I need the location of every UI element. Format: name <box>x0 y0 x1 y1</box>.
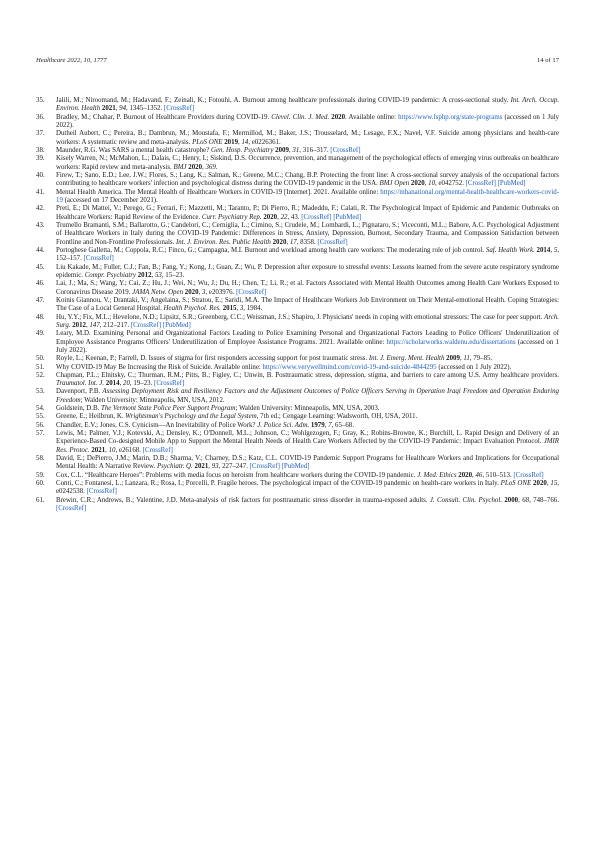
reference-item <box>36 497 559 514</box>
reference-text-segment: Lai, J.; Ma, S.; Wang, Y.; Cai, Z.; Hu, J.; Wei, N.; Wu, J.; Du, H.; Chen, T.; Li, R.; et al. Factors Associated with Mental Health Outcomes among Health Care Workers Exposed to Coronavirus Disease 2019. <box>56 280 559 296</box>
reference-link[interactable]: [CrossRef] <box>130 321 162 329</box>
reference-text-segment: Conti, C.; Fontanesi, L.; Lanzara, R.; Rosa, I.; Porcelli, P. Fragile heroes. The psychological impact of the COVID-19 pandemic on health-care workers in Italy. <box>56 480 501 488</box>
reference-number: 55. <box>36 413 45 421</box>
reference-number: 56. <box>36 421 45 429</box>
reference-text <box>56 264 559 281</box>
reference-italic-text: JMIR Res. Protoc. <box>56 438 559 454</box>
reference-text-segment: , <box>324 421 329 429</box>
reference-year: 2020 <box>272 238 287 246</box>
reference-year: 2014 <box>105 380 120 388</box>
reference-number: 49. <box>36 330 45 338</box>
reference-item <box>36 330 559 355</box>
reference-text-segment: , 212–217. <box>99 321 131 329</box>
reference-text <box>56 413 559 421</box>
reference-italic-text: 3 <box>239 305 244 313</box>
reference-italic-text: JAMA Netw. Open <box>132 288 184 296</box>
reference-text-segment: , 65–68. <box>331 421 354 429</box>
reference-text-segment: , <box>86 321 90 329</box>
reference-text <box>56 114 559 131</box>
reference-item <box>36 355 559 363</box>
reference-text-segment: Liu Kakade, M.; Fuller, C.J.; Fan, B.; Fang, Y.; Kong, J.; Guan, Z.; Wu, P. Depression after exposure to stressful events: Lessons learned from the severe acute respiratory syndrome epidemic. <box>56 263 559 279</box>
reference-text <box>56 130 559 147</box>
reference-item <box>36 114 559 131</box>
reference-text-segment: , <box>518 496 523 504</box>
reference-text-segment: Why COVID-19 May Be Increasing the Risk of Suicide. Available online: <box>56 363 263 371</box>
reference-text-segment: Koinis Giannou, V.; Drantaki, V.; Angelaina, S.; Stratou, E.; Saridi, M.A. The Impact of Healthcare Workers Job Environment on Their Mental-emotional Health. Coping Strategies: The Case of a Local General Hospital. <box>56 296 559 313</box>
reference-link[interactable]: [CrossRef] <box>301 213 332 221</box>
reference-year: 2020 <box>331 113 346 121</box>
reference-italic-text: 147 <box>89 321 100 329</box>
reference-link[interactable]: [CrossRef] <box>86 488 117 496</box>
reference-italic-text: 53 <box>154 271 162 279</box>
reference-text-segment: (accessed on 1 July 2022). <box>436 363 512 371</box>
reference-number: 58. <box>36 455 45 463</box>
reference-item <box>36 189 559 206</box>
reference-text-segment: , 748–766. <box>529 496 559 504</box>
reference-link[interactable]: [PubMed] <box>162 321 191 329</box>
reference-text <box>56 147 559 155</box>
reference-text-segment: Goldstein, D.B. <box>56 405 101 413</box>
reference-link[interactable]: [CrossRef] <box>154 380 185 388</box>
reference-link[interactable]: [CrossRef] <box>317 238 348 246</box>
reference-text <box>56 355 559 363</box>
reference-text-segment: , <box>288 146 293 154</box>
reference-text-segment: , 1345–1352. <box>126 105 164 113</box>
reference-item <box>36 97 559 114</box>
reference-item <box>36 280 559 297</box>
reference-number: 61. <box>36 496 45 504</box>
reference-text <box>56 472 559 480</box>
reference-number: 39. <box>36 155 45 163</box>
reference-text-segment: , 227–247. <box>218 463 250 471</box>
reference-text-segment: , e203976. <box>205 288 237 296</box>
reference-italic-text: 11 <box>463 355 470 363</box>
reference-item <box>36 147 559 155</box>
reference-text <box>56 297 559 314</box>
reference-italic-text: Int. J. Environ. Res. Public Health <box>176 238 271 246</box>
reference-text-segment: , 152–157. <box>56 246 559 263</box>
reference-text-segment: ; Walden University: Minneapolis, MN, USA, 2003. <box>235 405 380 413</box>
reference-italic-text: 15 <box>550 480 558 488</box>
reference-number: 51. <box>36 363 45 371</box>
reference-link[interactable]: [PubMed] <box>281 463 310 471</box>
reference-italic-text: Gen. Hosp. Psychiatry <box>211 146 274 154</box>
reference-number: 41. <box>36 188 45 196</box>
reference-number: 44. <box>36 246 45 254</box>
reference-number: 53. <box>36 388 45 396</box>
reference-text-segment: . <box>215 163 218 171</box>
reference-text-segment: , 1984. <box>243 305 263 313</box>
reference-link[interactable]: https://scholarworks.waldenu.edu/dissertations <box>386 338 516 346</box>
reference-text <box>56 405 559 413</box>
reference-italic-text: Traumatol. Int. J. <box>56 380 105 388</box>
reference-number: 47. <box>36 296 45 304</box>
reference-text-segment: , 43. <box>287 213 302 221</box>
reference-list <box>36 97 559 513</box>
page-header <box>36 57 559 65</box>
reference-italic-text: PLoS ONE <box>192 138 223 146</box>
reference-italic-text: 94 <box>119 105 127 113</box>
reference-year: 2021 <box>101 105 116 113</box>
reference-item <box>36 205 559 222</box>
reference-text <box>56 189 559 206</box>
reference-text-segment: . Available online: <box>345 113 399 121</box>
reference-link[interactable]: [CrossRef] <box>236 288 267 296</box>
reference-text-segment: Cox, C.L. “Healthcare Heroes”: Problems with media focus on heroism from healthcare workers during the COVID-19 pandemic. <box>56 471 418 479</box>
reference-text-segment: , 510–513. <box>482 471 514 479</box>
reference-text <box>56 480 559 497</box>
reference-text-segment: Jalili, M.; Niroomand, M.; Hadavand, F.; Zeinali, K.; Fotouhi, A. Burnout among healthcare professionals during COVID-19 pandemic: A cross-sectional study. <box>56 97 511 104</box>
reference-text-segment: (accessed on 17 December 2021). <box>62 196 158 204</box>
reference-number: 43. <box>36 221 45 229</box>
reference-text-segment: , <box>202 163 206 171</box>
reference-link[interactable]: [PubMed] <box>333 213 362 221</box>
reference-text <box>56 364 559 372</box>
reference-text-segment: (accessed on 1 July 2022). <box>56 113 559 129</box>
reference-number: 48. <box>36 313 45 321</box>
reference-italic-text: J. Consult. Clin. Psychol. <box>429 496 502 504</box>
reference-year: 2019 <box>224 138 239 146</box>
reference-year: 2020 <box>410 180 425 188</box>
reference-item <box>36 130 559 147</box>
reference-text-segment: , e26168. <box>115 446 143 454</box>
reference-italic-text: 46 <box>475 471 483 479</box>
reference-text-segment: Bradley, M.; Chahar, P. Burnout of Healthcare Providers during COVID-19. <box>56 113 272 121</box>
reference-text <box>56 247 559 264</box>
reference-italic-text: The Vermont State Police Peer Support Program <box>100 405 236 413</box>
reference-italic-text: 14 <box>241 138 249 146</box>
reference-link[interactable]: [CrossRef] <box>163 105 195 113</box>
reference-item <box>36 364 559 372</box>
reference-text-segment: , <box>208 463 212 471</box>
reference-year: 2020 <box>263 213 278 221</box>
reference-italic-text: 7 <box>328 421 332 429</box>
reference-text-segment: , <box>105 446 109 454</box>
reference-link[interactable]: https://www.fsphp.org/state-programs <box>398 113 503 121</box>
reference-italic-text: 5 <box>553 246 558 254</box>
reference-number: 57. <box>36 430 45 438</box>
reference-text-segment: , <box>546 480 551 488</box>
reference-item <box>36 430 559 455</box>
reference-text <box>56 422 559 430</box>
reference-number: 46. <box>36 280 45 288</box>
reference-text <box>56 330 559 355</box>
reference-text <box>56 222 559 247</box>
reference-item <box>36 405 559 413</box>
reference-italic-text: Wrightsman's Psychology and the Legal System <box>125 413 257 421</box>
reference-text <box>56 314 559 331</box>
reference-year: 2020 <box>458 471 473 479</box>
reference-text <box>56 155 559 172</box>
reference-italic-text: Int. Arch. Occup. Environ. Health <box>56 97 559 113</box>
reference-text-segment: , e042752. <box>435 180 466 188</box>
reference-year: 2012 <box>137 271 152 279</box>
reference-text <box>56 388 559 405</box>
reference-text-segment: Hu, Y.Y.; Fix, M.L.; Hevelone, N.D.; Lipsitz, S.R.; Greenberg, C.C.; Weissman, J.S.; Shapiro, J. Physicians' needs in coping with emotional stressors: The case for peer support. <box>56 313 545 321</box>
reference-text-segment: ; Walden University: Minneapolis, MN, USA, 2012. <box>80 396 225 404</box>
reference-item <box>36 297 559 314</box>
reference-text-segment: , 8358. <box>296 238 318 246</box>
reference-link[interactable]: [CrossRef] <box>465 180 496 188</box>
reference-link[interactable]: [CrossRef] <box>142 446 173 454</box>
reference-number: 35. <box>36 97 45 104</box>
reference-link[interactable]: [CrossRef] <box>513 471 544 479</box>
reference-year: 2020 <box>533 480 547 488</box>
reference-text-segment: , <box>119 380 124 388</box>
reference-italic-text: Arch. Surg. <box>56 313 559 329</box>
reference-italic-text: Curr. Psychiatry Rep. <box>201 213 262 221</box>
reference-item <box>36 472 559 480</box>
reference-text-segment: , e0226361. <box>248 138 281 146</box>
reference-italic-text: Compr. Psychiatry <box>84 271 136 279</box>
reference-year: 2009 <box>446 355 460 363</box>
reference-link[interactable]: [CrossRef] <box>83 255 114 263</box>
reference-text-segment: Portoghese Galletta, M.; Coppola, R.C.; Finco, G.; Campagna, M.I. Burnout and workload among health care workers: The moderating role of job control. <box>56 246 486 254</box>
reference-italic-text: Saf. Health Work. <box>485 246 535 254</box>
reference-item <box>36 388 559 405</box>
reference-text-segment: , <box>115 105 120 113</box>
reference-text-segment: , <box>550 246 554 254</box>
reference-text-segment: , 19–23. <box>129 380 155 388</box>
reference-year: 2020 <box>188 163 203 171</box>
reference-year: 2000 <box>504 496 519 504</box>
reference-number: 50. <box>36 355 45 363</box>
reference-link[interactable]: [CrossRef] <box>56 505 87 513</box>
reference-year: 2014 <box>536 246 551 254</box>
reference-italic-text: BMJ Open <box>379 180 410 188</box>
reference-year: 2021 <box>91 446 106 454</box>
reference-text-segment: , <box>151 271 155 279</box>
reference-text-segment: , <box>277 213 281 221</box>
reference-text-segment: Preti, E.; Di Mattei, V.; Perego, G.; Ferrari, F.; Mazzetti, M.; Taranto, P.; Di Pierro, R.; Madeddu, F.; Calati, R. The Psychological Impact of Epidemic and Pandemic Outbreaks on Healthcare Workers: Rapid Review of the Evidence. <box>56 205 559 221</box>
reference-text-segment: , 316–317. <box>299 146 331 154</box>
reference-italic-text: 68 <box>522 496 530 504</box>
reference-text-segment: David, E.; DePierro, J.M.; Marin, D.B.; Sharma, V.; Charney, D.S.; Katz, C.L. COVID-19 Pandemic Support Programs for Healthcare Workers and Implications for Occupational Mental Health: A Narrative Review. <box>56 455 559 471</box>
reference-number: 36. <box>36 113 45 121</box>
reference-text-segment: Trumello Bramanti, S.M.; Ballarotto, G.; Candelori, C.; Cerniglia, L.; Cimino, S.; Crudele, M.; Lombardi, L.; Pignataro, S.; Viceconti, M.L.; Babore, A.C. Psychological Adjustment of Healthcare Workers in Italy during the COVID-19 Pandemic: Differences in Stress, Anxiety, Depression, Burnout, Secondary Trauma, and Compassion Satisfaction between Frontline and Non-Frontline Professionals. <box>56 221 559 246</box>
reference-item <box>36 247 559 264</box>
page-number: 14 of 17 <box>537 57 559 64</box>
reference-text-segment: Brewin, C.R.; Andrews, B.; Valentine, J.D. Meta-analysis of risk factors for posttraumatic stress disorder in trauma-exposed adults. <box>56 496 430 504</box>
reference-italic-text: Clevel. Clin. J. Med. <box>271 113 330 121</box>
reference-italic-text: 369 <box>205 163 216 171</box>
reference-italic-text: J. Med. Ethics <box>417 471 457 479</box>
reference-link[interactable]: [CrossRef] <box>330 146 361 154</box>
reference-number: 45. <box>36 263 45 271</box>
reference-text-segment: Chandler, E.V.; Jones, C.S. Cynicism—An Inevitability of Police Work? <box>56 421 258 429</box>
reference-text-segment: , <box>459 355 464 363</box>
reference-number: 40. <box>36 171 45 179</box>
reference-item <box>36 172 559 189</box>
reference-number: 59. <box>36 471 45 479</box>
reference-link[interactable]: https://www.verywellmind.com/covid-19-and-suicide-4844295 <box>262 363 437 371</box>
reference-link[interactable]: https://mhanational.org/mental-health-healthcare-workers-covid-19 <box>56 188 559 204</box>
reference-text-segment: (accessed on 1 July 2022). <box>56 338 559 354</box>
reference-year: 2020 <box>184 288 199 296</box>
reference-item <box>36 314 559 331</box>
reference-italic-text: 3 <box>201 288 206 296</box>
reference-text <box>56 372 559 389</box>
reference-year: 2015 <box>222 305 237 313</box>
reference-text-segment: , 7th ed.; Cengage Learning: Wadsworth, OH, USA, 2011. <box>256 413 418 421</box>
reference-text-segment: , <box>198 288 202 296</box>
reference-text-segment: Mental Health America. The Mental Health of Healthcare Workers in COVID-19 [Internet]. 2021. Available online: <box>56 188 381 196</box>
reference-text-segment: , <box>236 305 240 313</box>
reference-number: 38. <box>36 146 45 154</box>
reference-text-segment: Greene, E.; Heilbrun, K. <box>56 413 126 421</box>
reference-item <box>36 155 559 172</box>
reference-text-segment: Leary, M.D. Examining Personal and Organizational Factors Leading to Police Examining Personal and Organizational Factors Leading to Police Officers' Underutilization of Employee Assistance Programs Officers' Underutilization of Employee Assistance Programs. 2021. Available online: <box>56 330 559 346</box>
reference-item <box>36 480 559 497</box>
reference-text-segment: Davenport, P.B. <box>56 388 103 396</box>
reference-text-segment: Maunder, R.G. Was SARS a mental health catastrophe? <box>56 146 212 154</box>
reference-item <box>36 222 559 247</box>
reference-italic-text: 20 <box>123 380 130 388</box>
reference-italic-text: J. Police Sci. Adm. <box>257 421 310 429</box>
reference-text-segment: , 79–85. <box>469 355 493 363</box>
reference-link[interactable]: [PubMed] <box>497 180 526 188</box>
reference-text <box>56 280 559 297</box>
reference-italic-text: Health Psychol. Res. <box>163 305 221 313</box>
reference-text <box>56 205 559 222</box>
reference-text-segment: , 15–23. <box>161 271 185 279</box>
reference-number: 60. <box>36 480 45 488</box>
reference-item <box>36 422 559 430</box>
reference-item <box>36 372 559 389</box>
reference-text-segment: , <box>472 471 476 479</box>
reference-italic-text: 17 <box>289 238 297 246</box>
reference-italic-text: Psychiatr. Q. <box>156 463 193 471</box>
reference-italic-text: 93 <box>211 463 219 471</box>
reference-text-segment: Royle, L.; Keenan, P.; Farrell, D. Issues of stigma for first responders accessing support for post traumatic stress. <box>56 355 369 363</box>
reference-number: 52. <box>36 371 45 379</box>
reference-year: 1979 <box>310 421 325 429</box>
reference-italic-text: BMJ <box>173 163 187 171</box>
reference-text-segment: , e0242538. <box>56 480 559 496</box>
reference-text-segment: , <box>286 238 290 246</box>
reference-italic-text: PLoS ONE <box>500 480 532 488</box>
reference-number: 37. <box>36 130 45 138</box>
journal-citation: Healthcare 2022, 10, 1777 <box>36 57 107 64</box>
reference-text <box>56 172 559 189</box>
reference-text <box>56 97 559 114</box>
reference-italic-text: 31 <box>292 146 300 154</box>
reference-number: 42. <box>36 205 45 213</box>
reference-item <box>36 455 559 472</box>
reference-text-segment: Kisely Warren, N.; McMahon, L.; Dalais, C.; Henry, I.; Siskind, D.S. Occurrence, prevention, and management of the psychological effects of emerging virus outbreaks on healthcare workers: Rapid review and meta-analysis. <box>56 155 559 171</box>
reference-year: 2012 <box>72 321 86 329</box>
reference-italic-text: 10 <box>108 446 116 454</box>
reference-item <box>36 413 559 421</box>
reference-italic-text: Int. J. Emerg. Ment. Health <box>368 355 445 363</box>
reference-text <box>56 455 559 472</box>
reference-year: 2009 <box>275 146 289 154</box>
reference-number: 54. <box>36 405 45 413</box>
reference-item <box>36 264 559 281</box>
reference-link[interactable]: [CrossRef] <box>249 463 280 471</box>
reference-year: 2021 <box>194 463 209 471</box>
reference-text <box>56 497 559 514</box>
reference-text-segment: Chapman, P.L.; Elnitsky, C.; Thurman, R.M.; Pitts, B.; Figley, C.; Unwin, B. Posttraumatic stress, depression, stigma, and barriers to care among U.S. Army healthcare providers. <box>56 371 559 379</box>
reference-text-segment: Lewis, M.; Palmer, V.J.; Kotevski, A.; Densley, K.; O'Donnell, M.L.; Johnson, C.; Wohlgezogen, F.; Gray, K.; Robins-Browne, K.; Burchill, L. Rapid Design and Delivery of an Experience-Based Co-designed Mobile App to Support the Mental Health Needs of Health Care Workers Affected by the COVID-19 Pandemic: Impact Evaluation Protocol. <box>56 430 559 446</box>
reference-text <box>56 430 559 455</box>
reference-text-segment: , <box>238 138 242 146</box>
reference-text-segment: Dutheil Aubert, C.; Pereira, B.; Dambrun, M.; Moustafa, F.; Mermillod, M.; Baker, J.S.; Trousselard, M.; Lesage, F.X.; Navel, V.F. Suicide among physicians and health-care workers: A systematic review and meta-analysis. <box>56 130 559 146</box>
reference-italic-text: 22 <box>280 213 288 221</box>
reference-italic-text: 10 <box>428 180 436 188</box>
reference-text-segment: Firew, T.; Sano, E.D.; Lee, J.W.; Flores, S.; Lang, K.; Salman, K.; Greene, M.C.; Chang, B.P. Protecting the front line: A cross-sectional survey analysis of the occupational factors contributing to healthcare workers' infection and psychological distress during the COVID-19 pandemic in the USA. <box>56 171 559 188</box>
reference-italic-text: Assessing Deployment Risk and Resiliency Factors and the Adjustment Outcomes of Police Officers Serving in Operation Iraqi Freedom and Operation Enduring Freedom <box>56 388 559 404</box>
reference-text-segment: , <box>424 180 429 188</box>
